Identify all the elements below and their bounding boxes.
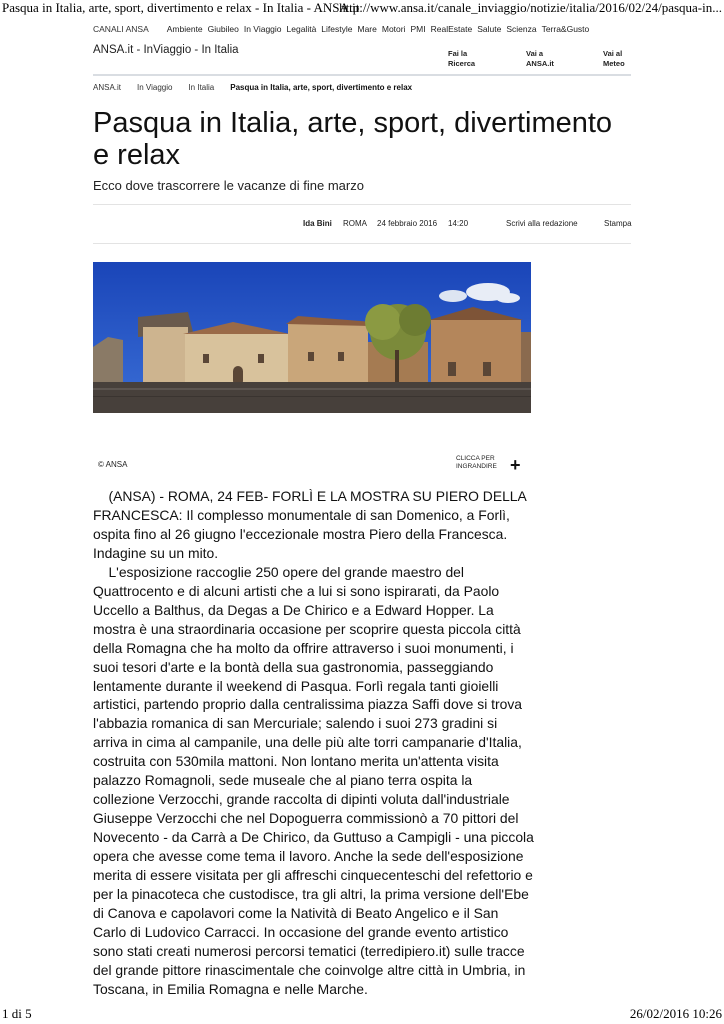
site-brand[interactable]: ANSA.it - InViaggio - In Italia (93, 44, 239, 56)
article-paragraph-1: (ANSA) - ROMA, 24 FEB- FORLÌ E LA MOSTRA SU PIERO DELLA FRANCESCA: Il complesso monumentale di san Domenico, a Forlì, ospita fino al 26 giugno l'eccezionale mostra Piero della Francesca. Indagine su un mito. (93, 488, 530, 561)
search-link[interactable] (448, 49, 500, 69)
breadcrumb-current: Pasqua in Italia, arte, sport, divertimento e relax (230, 83, 413, 92)
article-date: 24 febbraio 2016 (377, 219, 438, 228)
meteo-link-line1: Vai al (603, 49, 623, 58)
write-to-editor-link[interactable]: Scrivi alla redazione (506, 219, 578, 228)
canali-link-ambiente[interactable]: Ambiente (166, 24, 203, 34)
photo-credit: © ANSA (98, 460, 128, 469)
ansa-home-link[interactable] (526, 49, 578, 69)
article-paragraph-2: L'esposizione raccoglie 250 opere del grande maestro del Quattrocento e di alcuni artisti che a lui si sono ispirarati, da Paolo Uccello a Balthus, da Degas a De Chirico e a Edward Hopper. La mostra è una straordinaria occasione per scoprire questa piccola città della Romagna che ha molto da offrire attraverso i suoi monumenti, i suoi tesori d'arte e la bontà della sua gastronomia, passeggiando lentamente durante il weekend di Pasqua. Forlì regala tanti gioielli artistici, partendo proprio dalla centralissima piazza Saffi dove si trova l'abbazia romanica di san Mercuriale; salendo i suoi 273 gradini si arriva in cima al campanile, una delle più alte torri campanarie d'Italia, costruita con 530mila mattoni. Non lontano merita un'attenta visita palazzo Romagnoli, sede museale che al piano terra ospita la collezione Verzocchi, grande raccolta di dipinti voluta dall'industriale Giuseppe Verzocchi che nel Dopoguerra commissionò a 70 pittori del Novecento - da Carrà a De Chirico, da Guttuso a Campigli - una piccola opera che avesse come tema il lavoro. Anche la sede dell'esposizione merita di essere visitata per gli affreschi cinquecenteschi del refettorio e per la pinacoteca che custodisce, tra gli altri, la prima versione dell'Ebe di Canova e capolavori come la Natività di Beato Angelico e il San Carlo di Ludovico Carracci. In occasione del grande evento artistico sono stati creati numerosi percorsi tematici (terredipiero.it) sulle tracce del grande pittore rinascimentale che coinvolge altre città in Umbria, in Toscana, in Emilia Romagna e nelle Marche. (93, 563, 538, 997)
article-subtitle: Ecco dove trascorrere le vacanze di fine marzo (93, 178, 364, 193)
ansa-home-link-line1: Vai a (526, 49, 544, 58)
ansa-home-link-line2: ANSA.it (526, 59, 554, 68)
article-meta (93, 219, 631, 233)
canali-link-mare[interactable]: Mare (357, 24, 377, 34)
breadcrumb (93, 83, 412, 92)
print-header (0, 0, 724, 16)
canali-link-lifestyle[interactable]: Lifestyle (321, 24, 353, 34)
search-link-line1: Fai la (448, 49, 468, 58)
canali-link-motori[interactable]: Motori (381, 24, 406, 34)
print-footer-timestamp: 26/02/2016 10:26 (629, 1006, 722, 1021)
print-footer-page: 1 di 5 (2, 1006, 32, 1021)
enlarge-photo-link[interactable] (456, 455, 511, 471)
article-photo-image (93, 262, 531, 413)
canali-link-in-viaggio[interactable]: In Viaggio (243, 24, 282, 34)
search-link-line2: Ricerca (448, 59, 476, 68)
enlarge-label-line1: CLICCA PER (456, 455, 495, 462)
print-header-url: http://www.ansa.it/canale_inviaggio/notizie/italia/2016/02/24/pasqua-in... (339, 0, 722, 15)
enlarge-plus-icon[interactable]: + (510, 455, 521, 475)
meteo-link[interactable] (603, 49, 655, 69)
canali-link-terra-gusto[interactable]: Terra&Gusto (541, 24, 590, 34)
canali-link-pmi[interactable]: PMI (410, 24, 426, 34)
enlarge-label-line2: INGRANDIRE (456, 463, 497, 470)
canali-nav (167, 24, 590, 34)
canali-link-scienza[interactable]: Scienza (506, 24, 537, 34)
canali-label: CANALI ANSA (93, 24, 149, 34)
article-author[interactable]: Ida Bini (303, 219, 332, 228)
article-photo[interactable] (93, 262, 531, 413)
meta-divider-top (93, 204, 631, 205)
canali-link-realestate[interactable]: RealEstate (430, 24, 473, 34)
breadcrumb-in-italia[interactable]: In Italia (188, 83, 215, 92)
article-body (93, 487, 538, 999)
meteo-link-line2: Meteo (603, 59, 625, 68)
canali-link-legalita[interactable]: Legalità (286, 24, 317, 34)
canali-link-salute[interactable]: Salute (477, 24, 502, 34)
article-title: Pasqua in Italia, arte, sport, divertimento e relax (93, 107, 613, 171)
meta-divider-bottom (93, 243, 631, 244)
breadcrumb-in-viaggio[interactable]: In Viaggio (137, 83, 173, 92)
canali-link-giubileo[interactable]: Giubileo (207, 24, 239, 34)
print-header-title: Pasqua in Italia, arte, sport, divertimento e relax - In Italia - ANSA.it (2, 0, 360, 15)
canali-ansa-bar (93, 24, 633, 34)
breadcrumb-ansa[interactable]: ANSA.it (93, 83, 122, 92)
print-footer (0, 1006, 724, 1022)
print-link[interactable]: Stampa (604, 219, 632, 228)
header-divider (93, 74, 631, 76)
article-time: 14:20 (448, 219, 469, 228)
article-city: ROMA (343, 219, 367, 228)
